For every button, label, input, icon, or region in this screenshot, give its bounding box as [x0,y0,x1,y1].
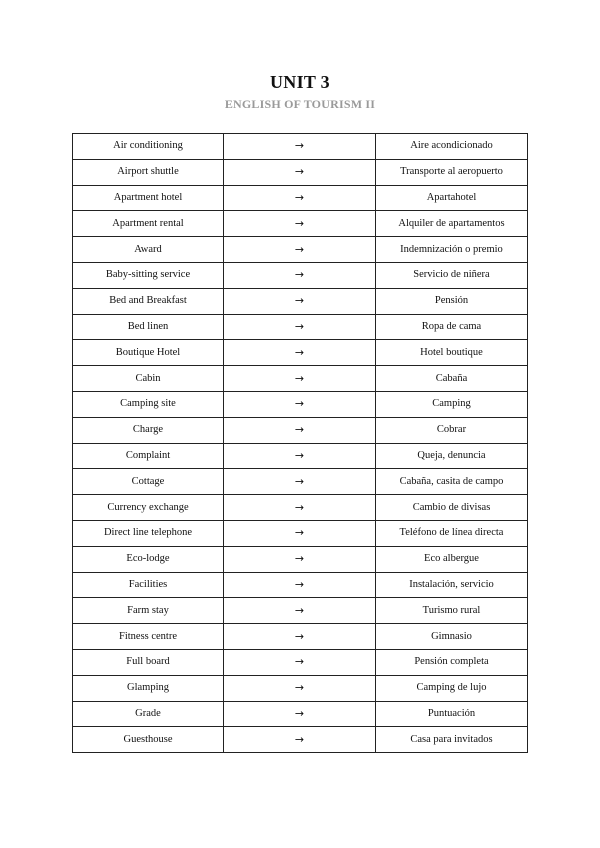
table-row [73,134,528,160]
table-row [73,572,528,598]
english-term: Apartment hotel [73,185,224,211]
table-row [73,520,528,546]
spanish-translation: Alquiler de apartamentos [376,211,528,237]
right-arrow-icon: → [224,262,376,288]
table-row [73,546,528,572]
english-term: Eco-lodge [73,546,224,572]
right-arrow-icon: → [224,572,376,598]
spanish-translation: Pensión completa [376,649,528,675]
english-term: Complaint [73,443,224,469]
spanish-translation: Aire acondicionado [376,134,528,160]
spanish-translation: Camping de lujo [376,675,528,701]
english-term: Grade [73,701,224,727]
right-arrow-icon: → [224,185,376,211]
unit-title: UNIT 3 [270,72,330,92]
english-term: Facilities [73,572,224,598]
spanish-translation: Cobrar [376,417,528,443]
vocabulary-table [72,133,528,753]
english-term: Currency exchange [73,495,224,521]
english-term: Charge [73,417,224,443]
spanish-translation: Instalación, servicio [376,572,528,598]
spanish-translation: Eco albergue [376,546,528,572]
right-arrow-icon: → [224,314,376,340]
spanish-translation: Apartahotel [376,185,528,211]
spanish-translation: Cambio de divisas [376,495,528,521]
course-subtitle: ENGLISH OF TOURISM II [224,97,376,111]
spanish-translation: Casa para invitados [376,727,528,753]
spanish-translation: Hotel boutique [376,340,528,366]
table-row [73,624,528,650]
table-row [73,314,528,340]
spanish-translation: Pensión [376,288,528,314]
spanish-translation: Transporte al aeropuerto [376,159,528,185]
english-term: Bed and Breakfast [73,288,224,314]
right-arrow-icon: → [224,598,376,624]
english-term: Fitness centre [73,624,224,650]
right-arrow-icon: → [224,340,376,366]
english-term: Award [73,237,224,263]
right-arrow-icon: → [224,288,376,314]
table-row [73,727,528,753]
english-term: Air conditioning [73,134,224,160]
spanish-translation: Puntuación [376,701,528,727]
spanish-translation: Teléfono de línea directa [376,520,528,546]
table-row [73,598,528,624]
english-term: Baby-sitting service [73,262,224,288]
english-term: Airport shuttle [73,159,224,185]
vocabulary-table-body [73,134,528,753]
english-term: Camping site [73,391,224,417]
right-arrow-icon: → [224,391,376,417]
right-arrow-icon: → [224,675,376,701]
right-arrow-icon: → [224,159,376,185]
table-row [73,237,528,263]
table-row [73,211,528,237]
spanish-translation: Cabaña [376,366,528,392]
spanish-translation: Servicio de niñera [376,262,528,288]
right-arrow-icon: → [224,237,376,263]
right-arrow-icon: → [224,701,376,727]
table-row [73,469,528,495]
table-row [73,366,528,392]
spanish-translation: Indemnización o premio [376,237,528,263]
spanish-translation: Ropa de cama [376,314,528,340]
right-arrow-icon: → [224,366,376,392]
table-row [73,262,528,288]
right-arrow-icon: → [224,546,376,572]
table-row [73,649,528,675]
table-row [73,675,528,701]
spanish-translation: Cabaña, casita de campo [376,469,528,495]
table-row [73,340,528,366]
table-row [73,391,528,417]
table-row [73,159,528,185]
english-term: Cottage [73,469,224,495]
right-arrow-icon: → [224,417,376,443]
english-term: Full board [73,649,224,675]
right-arrow-icon: → [224,624,376,650]
right-arrow-icon: → [224,495,376,521]
english-term: Guesthouse [73,727,224,753]
spanish-translation: Turismo rural [376,598,528,624]
table-row [73,185,528,211]
english-term: Apartment rental [73,211,224,237]
right-arrow-icon: → [224,443,376,469]
spanish-translation: Camping [376,391,528,417]
spanish-translation: Queja, denuncia [376,443,528,469]
table-row [73,701,528,727]
spanish-translation: Gimnasio [376,624,528,650]
english-term: Farm stay [73,598,224,624]
table-row [73,288,528,314]
right-arrow-icon: → [224,134,376,160]
right-arrow-icon: → [224,520,376,546]
right-arrow-icon: → [224,649,376,675]
english-term: Cabin [73,366,224,392]
english-term: Boutique Hotel [73,340,224,366]
table-row [73,495,528,521]
english-term: Glamping [73,675,224,701]
english-term: Direct line telephone [73,520,224,546]
english-term: Bed linen [73,314,224,340]
table-row [73,417,528,443]
right-arrow-icon: → [224,469,376,495]
right-arrow-icon: → [224,211,376,237]
table-row [73,443,528,469]
right-arrow-icon: → [224,727,376,753]
